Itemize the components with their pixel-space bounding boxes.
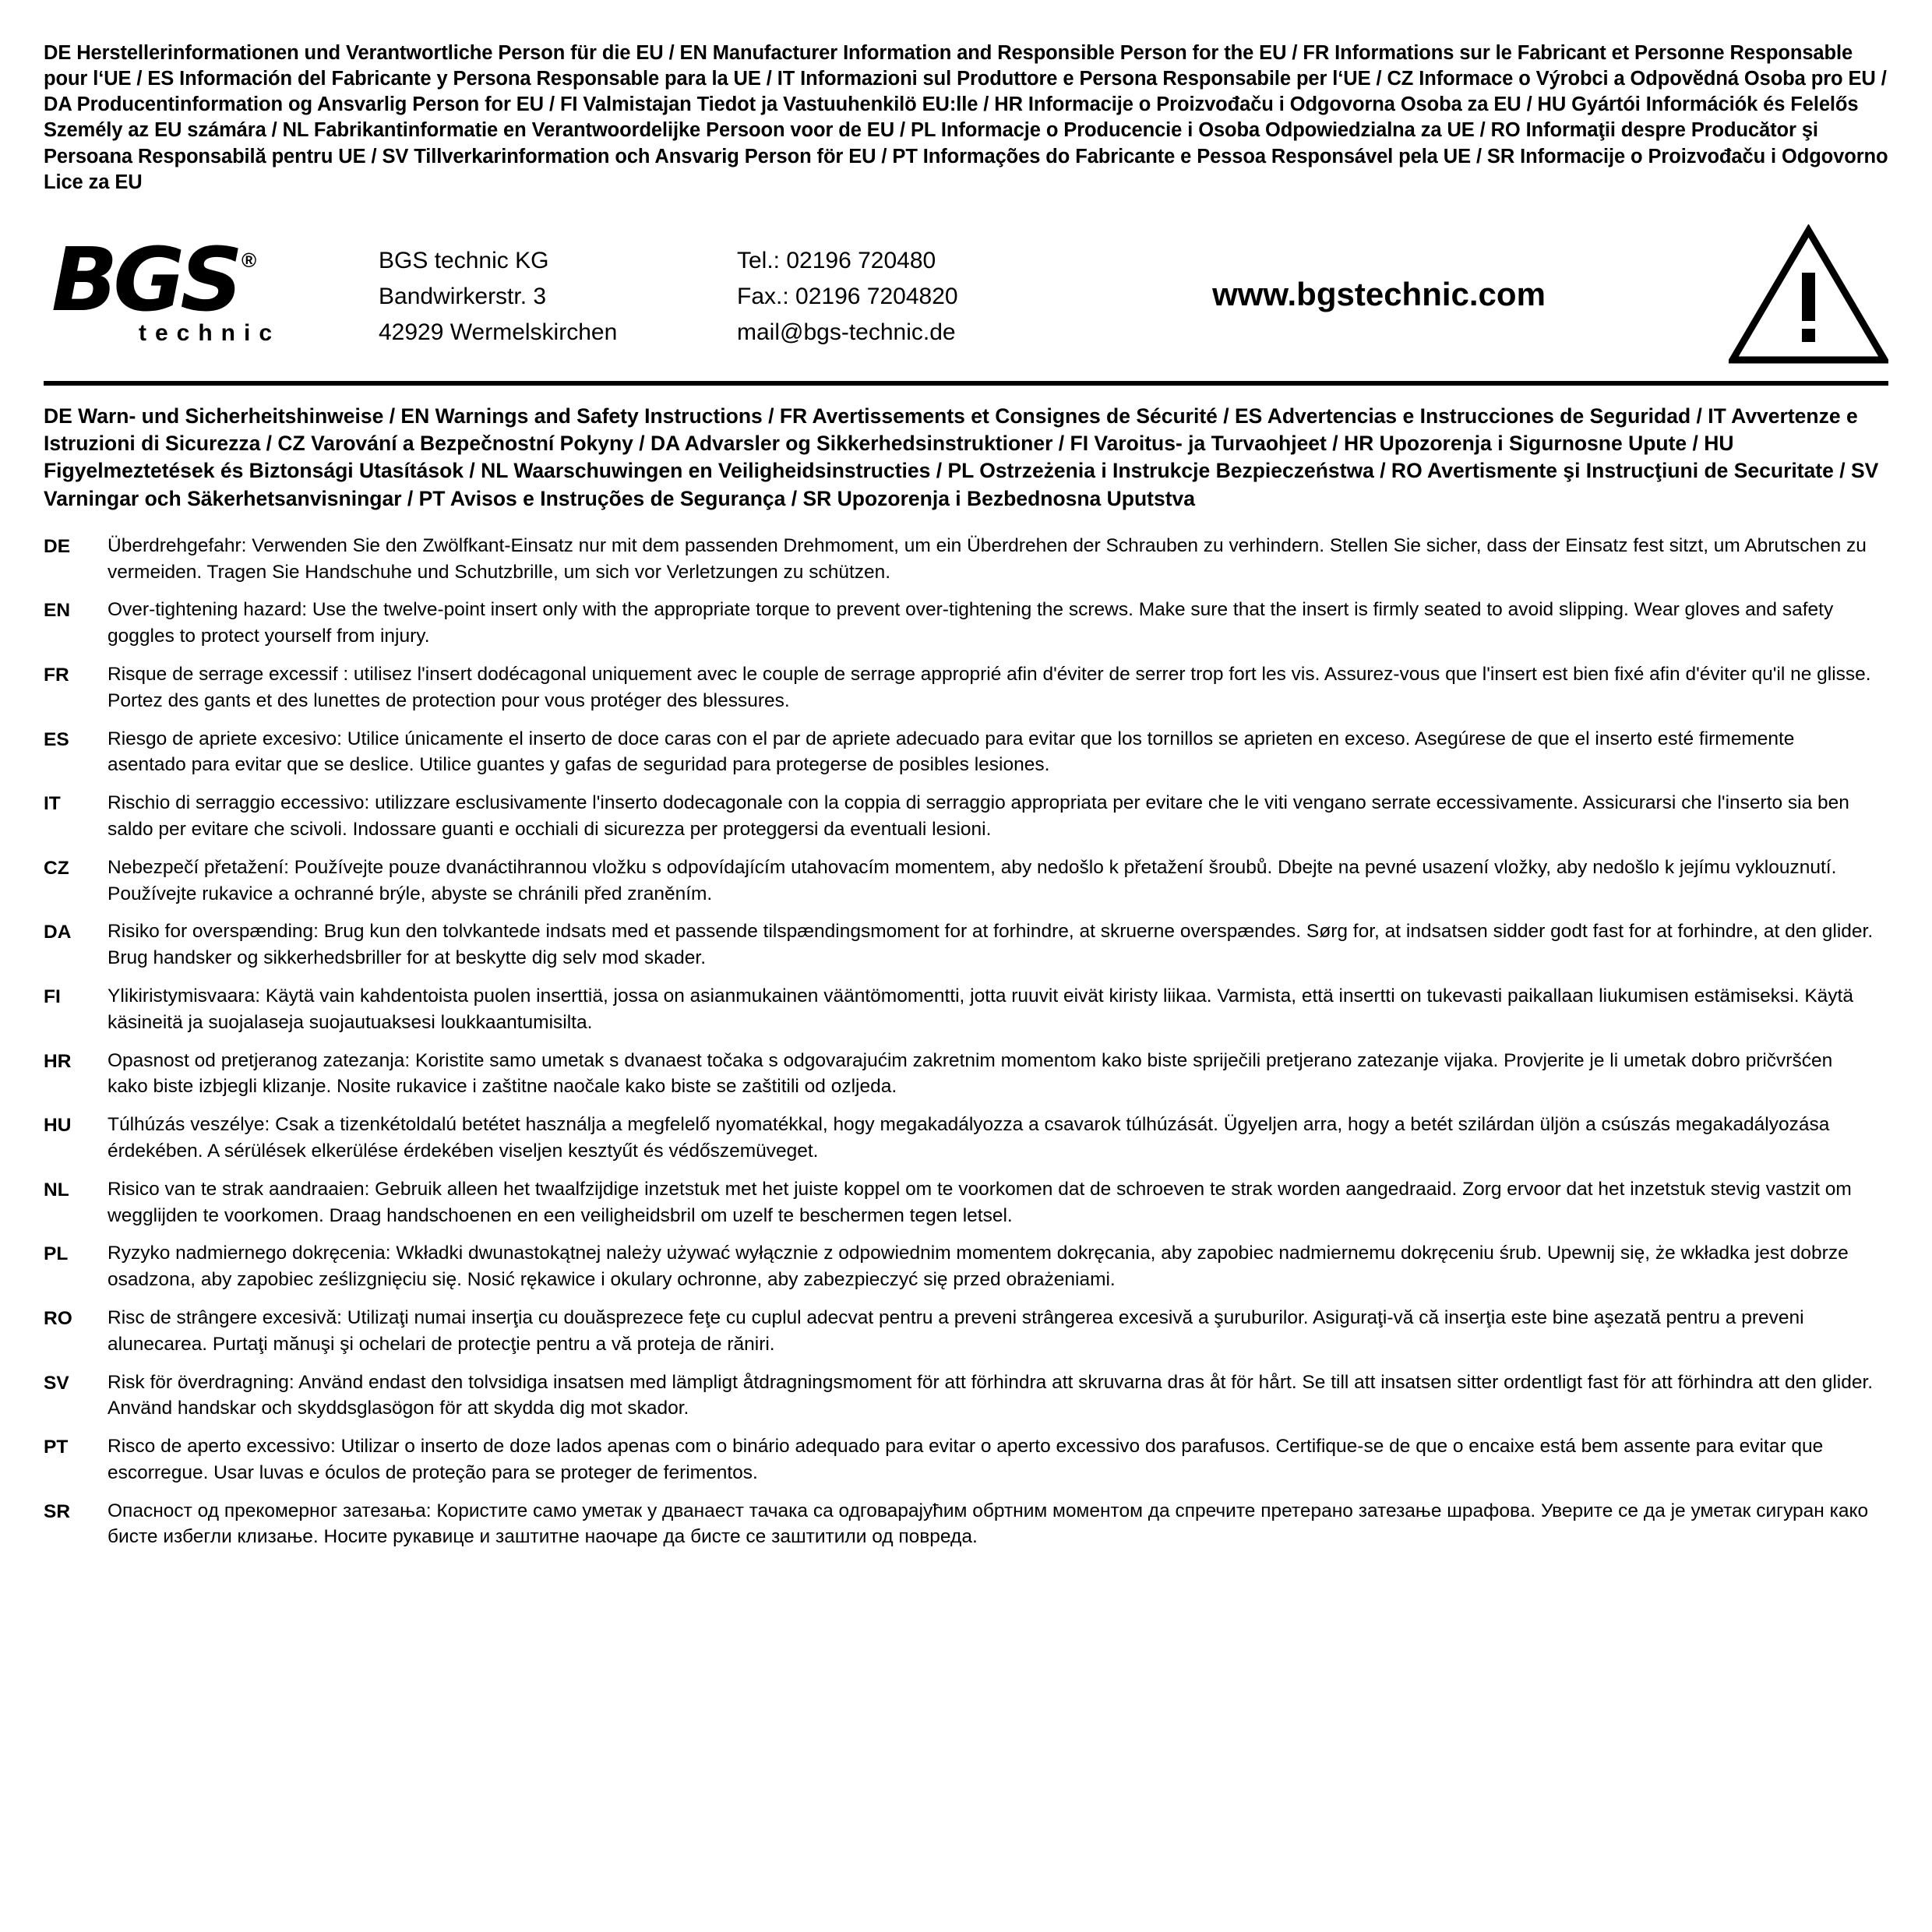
safety-heading: DE Warn- und Sicherheitshinweise / EN Warnings and Safety Instructions / FR Avertissements et Consignes de Sécurité / ES Advertencias e Instrucciones de Seguridad / IT Avvertenze e Istruzioni di Sicurezza / CZ Varování a Bezpečnostní Pokyny / DA Advarsler og Sikkerhedsinstruktioner / FI Varoitus- ja Turvaohjeet / HR Upozorenja i Sigurnosne Upute / HU Figyelmeztetések és Biztonsági Utasítások / NL Waarschuwingen en Veiligheidsinstructies / PL Ostrzeżenia i Instrukcje Bezpieczeństwa / RO Avertismente şi Instrucţiuni de Securitate / SV Varningar och Säkerhetsanvisningar / PT Avisos e Instruções de Segurança / SR Upozorenja i Bezbednosna Uputstva: [44, 404, 1879, 510]
warning-symbol-wrap: [1709, 224, 1888, 365]
list-item: [44, 661, 1888, 714]
warning-text: Risiko for overspænding: Brug kun den tolvkantede indsats med et passende tilspændingsmoment for at forhindre, at skruerne overspændes. Sørg for, at indsatsen sidder godt fast for at forhindre, at den glider. Brug handsker og sikkerhedsbriller for at beskytte dig selv mod skader.: [108, 921, 1874, 969]
company-address: [379, 238, 737, 350]
warning-text: Опасност од прекомерног затезања: Користите само уметак у дванаест тачака са одговарајућим обртним моментом да спречите претерано затезање шрафова. Уверите се да је уметак сигуран како бисте избегли клизање. Носите рукавице и заштитне наочаре да бисте се заштитили од повреда.: [108, 1500, 1869, 1548]
registered-trademark-icon: ®: [241, 248, 257, 272]
language-code: HR: [44, 1050, 72, 1072]
list-item: [44, 1370, 1888, 1423]
language-code: DE: [44, 535, 71, 557]
language-code: NL: [44, 1179, 69, 1200]
warning-text: Risque de serrage excessif : utilisez l'insert dodécagonal uniquement avec le couple de serrage approprié afin d'éviter de serrer trop fort les vis. Assurez-vous que l'insert est bien fixé afin d'éviter qu'il ne glisse. Portez des gants et des lunettes de protection pour vous protéger des blessures.: [108, 663, 1871, 711]
warning-text: Rischio di serraggio eccessivo: utilizzare esclusivamente l'inserto dodecagonale con la coppia di serraggio appropriata per evitare che le viti vengano serrate eccessivamente. Assicurarsi che l'inserto sia ben saldo per evitare che scivoli. Indossare guanti e occhiali di sicurezza per proteggersi da eventuali lesioni.: [108, 792, 1849, 840]
language-code: HU: [44, 1115, 72, 1137]
warning-text: Over-tightening hazard: Use the twelve-point insert only with the appropriate torque to prevent over-tightening the screws. Make sure that the insert is firmly seated to avoid slipping. Wear gloves and safety goggles to protect yourself from injury.: [108, 599, 1834, 647]
warnings-list: [44, 533, 1888, 1551]
language-code: PT: [44, 1437, 69, 1458]
warning-text: Überdrehgefahr: Verwenden Sie den Zwölfkant-Einsatz nur mit dem passenden Drehmoment, um ein Überdrehen der Schrauben zu verhindern. Stellen Sie sicher, dass der Einsatz fest sitzt, um Abrutschen zu vermeiden. Tragen Sie Handschuhe und Schutzbrille, um sich vor Verletzungen zu schützen.: [108, 534, 1867, 583]
company-fax: Fax.: 02196 7204820: [737, 284, 958, 310]
warning-text: Túlhúzás veszélye: Csak a tizenkétoldalú betétet használja a megfelelő nyomatékkal, hogy megakadályozza a csavarok túlhúzását. Ügyeljen arra, hogy a betét szilárdan üljön a csúszás megakadályozása érdekében. A sérülések elkerülése érdekében viseljen kesztyűt és védőszemüveget.: [108, 1114, 1830, 1162]
warning-text: Risc de strângere excesivă: Utilizaţi numai inserţia cu douăsprezece feţe cu cuplul adecvat pentru a preveni strângerea excesivă a şuruburilor. Asiguraţi-vă că inserţia este bine aşezată pentru a preveni alunecarea. Purtaţi mănuşi şi ochelari de protecţie pentru a vă proteja de răniri.: [108, 1306, 1804, 1355]
manufacturer-heading: DE Herstellerinformationen und Verantwortliche Person für die EU / EN Manufacturer Information and Responsible Person for the EU / FR Informations sur le Fabricant et Personne Responsable pour l‘UE / ES Información del Fabricante y Persona Responsable para la UE / IT Informazioni sul Produttore e Persona Responsabile per l‘UE / CZ Informace o Výrobci a Odpovědná Osoba pro EU / DA Producentinformation og Ansvarlig Person for EU / FI Valmistajan Tiedot ja Vastuuhenkilö EU:lle / HR Informacije o Proizvođaču i Odgovorna Osoba za EU / HU Gyártói Információk és Felelős Személy az EU számára / NL Fabrikantinformatie en Verantwoordelijke Persoon voor de EU / PL Informacje o Producencie i Osoba Odpowiedzialna za UE / RO Informaţii despre Producător şi Persoana Responsabilă pentru UE / SV Tillverkarinformation och Ansvarig Person för EU / PT Informações do Fabricante e Pessoa Responsável pela UE / SR Informacije o Proizvođaču i Odgovorno Lice za EU: [44, 42, 1888, 193]
list-item: [44, 1433, 1888, 1486]
list-item: [44, 533, 1888, 586]
list-item: [44, 918, 1888, 971]
language-code: SV: [44, 1372, 69, 1394]
language-code: ES: [44, 728, 69, 750]
warning-text: Risico van te strak aandraaien: Gebruik alleen het twaalfzijdige inzetstuk met het juiste koppel om te voorkomen dat de schroeven te strak worden aangedraaid. Zorg ervoor dat het inzetstuk stevig vastzit om wegglijden te voorkomen. Draag handschoenen en een veiligheidsbril om uzelf te beschermen tegen letsel.: [108, 1178, 1852, 1226]
list-item: [44, 1176, 1888, 1229]
logo-top-row: [51, 229, 379, 331]
language-code: IT: [44, 793, 61, 815]
warning-text: Opasnost od pretjeranog zatezanja: Koristite samo umetak s dvanaest točaka s odgovarajućim zakretnim momentom kako biste spriječili pretjerano zatezanje vijaka. Provjerite je li umetak dobro pričvršćen kako biste izbjegli klizanje. Nosite rukavice i zaštitne naočale kako biste se zaštitili od ozljeda.: [108, 1049, 1833, 1098]
warning-triangle-icon: [1729, 224, 1888, 365]
company-street: Bandwirkerstr. 3: [379, 284, 547, 310]
language-code: RO: [44, 1307, 72, 1329]
language-code: SR: [44, 1500, 71, 1522]
language-code: DA: [44, 922, 72, 943]
logo-subtitle: technic: [139, 320, 281, 347]
list-item: [44, 726, 1888, 779]
company-tel: Tel.: 02196 720480: [737, 248, 936, 274]
language-code: FI: [44, 985, 61, 1007]
list-item: [44, 1240, 1888, 1293]
list-item: [44, 855, 1888, 908]
language-code: PL: [44, 1243, 69, 1265]
company-contact: [737, 238, 1072, 350]
warning-text: Ryzyko nadmiernego dokręcenia: Wkładki dwunastokątnej należy używać wyłącznie z odpowiednim momentem dokręcania, aby zapobiec nadmiernemu dokręceniu śrub. Upewnij się, że wkładka jest dobrze osadzona, aby zapobiec ześlizgnięciu się. Nosić rękawice i okulary ochronne, aby zabezpieczyć się przed obrażeniami.: [108, 1243, 1849, 1291]
warning-text: Risk för överdragning: Använd endast den tolvsidiga insatsen med lämpligt åtdragningsmoment för att förhindra att skruvarna dras åt för hårt. Se till att insatsen sitter ordentligt fast för att förhindra att den glider. Använd handskar och skyddsglasögon för att skydda dig mot skador.: [108, 1371, 1874, 1419]
list-item: [44, 790, 1888, 843]
list-item: [44, 1305, 1888, 1358]
list-item: [44, 983, 1888, 1036]
company-contact-band: [44, 213, 1888, 386]
warning-text: Ylikiristymisvaara: Käytä vain kahdentoista puolen inserttiä, jossa on asianmukainen vääntömomentti, jotta ruuvit eivät kiristy liikaa. Varmista, että insertti on tukevasti paikallaan liukumisen estämiseksi. Käytä käsineitä ja suojalaseja suojautuaksesi loukkaantumisilta.: [108, 985, 1853, 1033]
logo-wordmark: BGS: [51, 229, 238, 331]
warning-text: Risco de aperto excessivo: Utilizar o inserto de doze lados apenas com o binário adequado para evitar o aperto excessivo dos parafusos. Certifique-se de que o encaixe está bem assente para evitar que escorregue. Usar luvas e óculos de proteção para se proteger de ferimentos.: [108, 1436, 1824, 1483]
company-email[interactable]: mail@bgs-technic.de: [737, 319, 956, 345]
list-item: [44, 1048, 1888, 1101]
language-code: EN: [44, 600, 71, 622]
language-code: FR: [44, 664, 69, 686]
language-code: CZ: [44, 857, 69, 879]
company-name: BGS technic KG: [379, 248, 549, 274]
list-item: [44, 1498, 1888, 1551]
list-item: [44, 597, 1888, 650]
warning-text: Nebezpečí přetažení: Používejte pouze dvanáctihrannou vložku s odpovídajícím utahovacím momentem, aby nedošlo k přetažení šroubů. Dbejte na pevné usazení vložky, aby nedošlo k jejímu vyklouznutí. Používejte rukavice a ochranné brýle, abyste se chránili před zraněním.: [108, 856, 1837, 904]
list-item: [44, 1112, 1888, 1165]
warning-text: Riesgo de apriete excesivo: Utilice únicamente el inserto de doce caras con el par de apriete adecuado para evitar que los tornillos se aprieten en exceso. Asegúrese de que el inserto esté firmemente asentado para evitar que se deslice. Utilice guantes y gafas de seguridad para protegerse de posibles lesiones.: [108, 728, 1795, 776]
company-city: 42929 Wermelskirchen: [379, 319, 618, 345]
company-website[interactable]: www.bgstechnic.com: [1212, 275, 1546, 312]
bgs-logo: [44, 229, 379, 347]
